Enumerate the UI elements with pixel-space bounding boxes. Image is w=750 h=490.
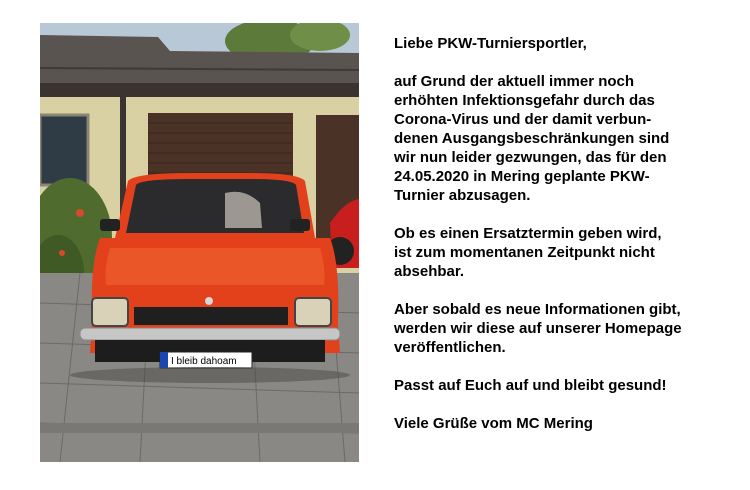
paragraph-stay-healthy: Passt auf Euch auf und bleibt gesund!: [394, 377, 667, 394]
car-photo: [40, 23, 359, 462]
signature: Viele Grüße vom MC Mering: [394, 415, 593, 432]
paragraph-homepage: Aber sobald es neue Informationen gibt, werden wir diese auf unserer Homepage veröffentlichen.: [394, 301, 682, 356]
letter-text: [394, 34, 744, 433]
window: [40, 115, 88, 185]
windshield: [126, 179, 304, 233]
paragraph-cancellation: auf Grund der aktuell immer noch erhöhten Infektionsgefahr durch das Corona-Virus und der damit verbun- denen Ausgangsbeschränkungen sind wir nun leider gezwungen, das für den 24.05.2020 in Mering geplante PKW- Turnier abzusagen.: [394, 73, 670, 204]
greeting: Liebe PKW-Turniersportler,: [394, 35, 587, 52]
paragraph-replacement-date: Ob es einen Ersatztermin geben wird, ist zum momentanen Zeitpunkt nicht absehbar.: [394, 225, 662, 280]
license-plate-text: I bleib dahoam: [171, 356, 237, 367]
